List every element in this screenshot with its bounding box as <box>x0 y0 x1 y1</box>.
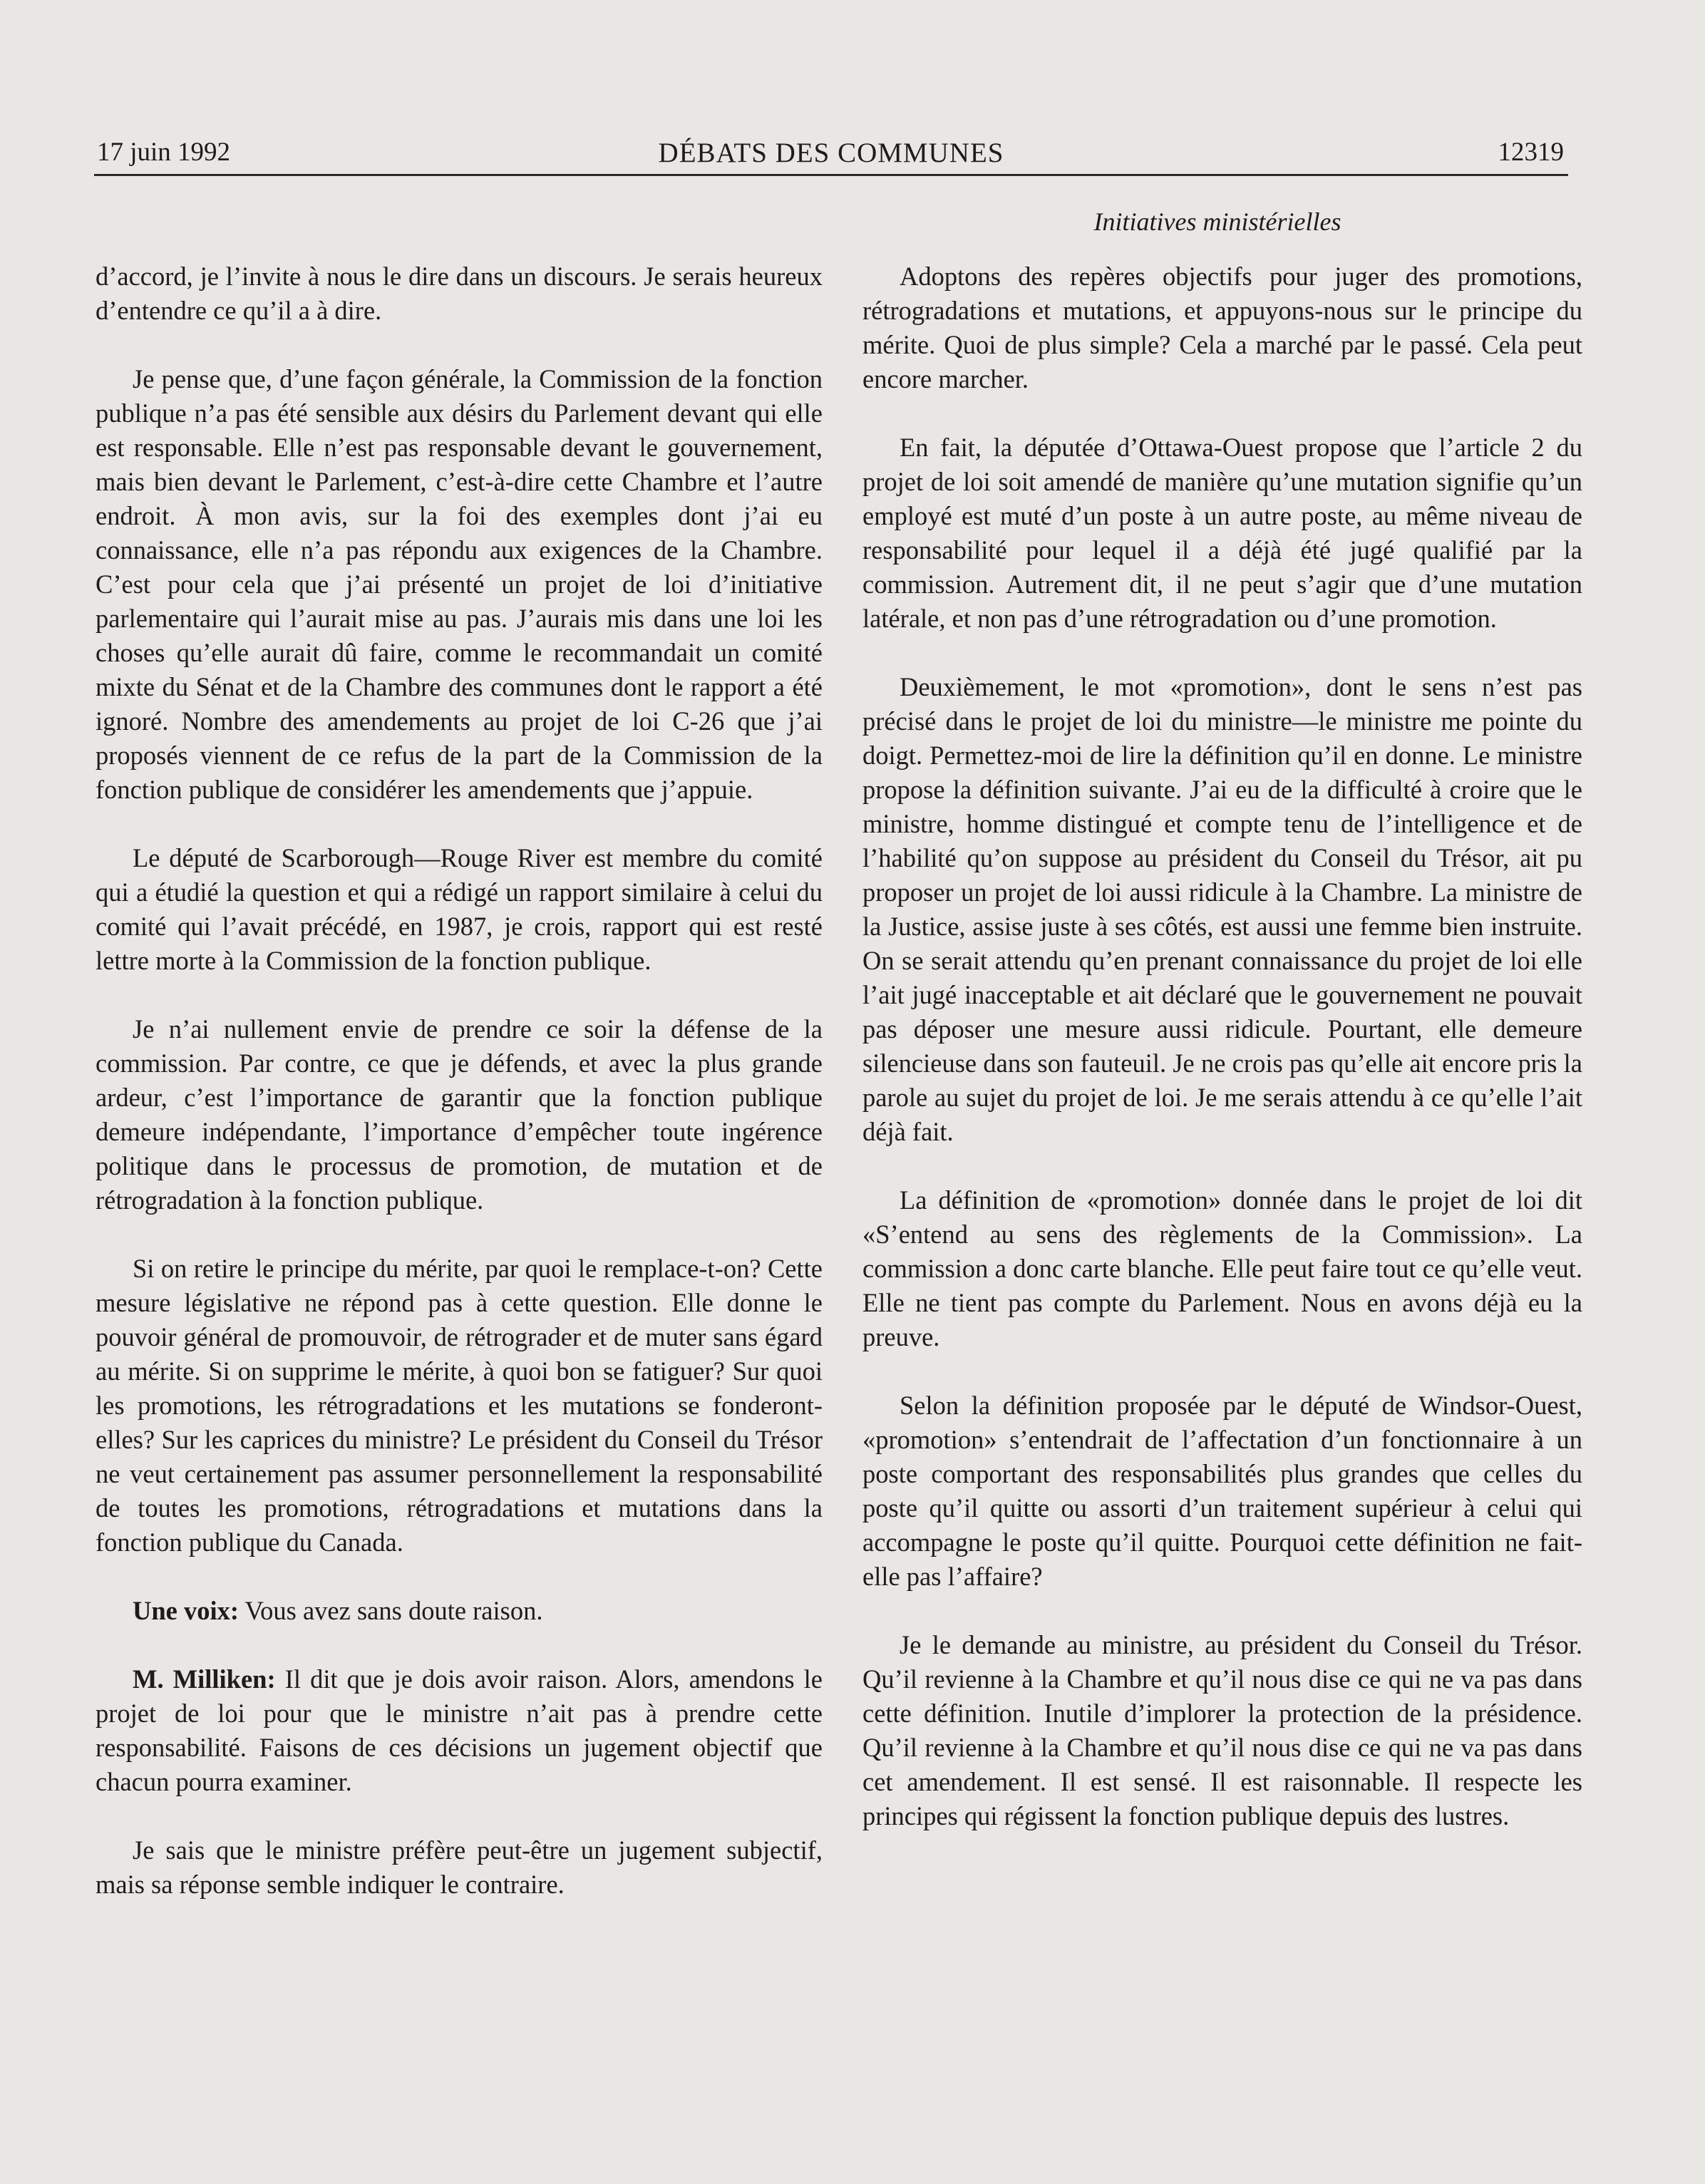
paragraph: Le député de Scarborough—Rouge River est membre du comité qui a étudié la question et qui a rédigé un rapport similaire à celui du comité qui l’avait précédé, en 1987, je crois, rapport qui est resté lettre morte à la Commission de la fonction publique. <box>96 843 823 975</box>
right-column <box>862 259 1582 1833</box>
paragraph: La définition de «promotion» donnée dans le projet de loi dit «S’entend au sens des règlements de la Commission». La commission a donc carte blanche. Elle peut faire tout ce qu’elle veut. Elle ne tient pas compte du Parlement. Nous en avons déjà eu la preuve. <box>862 1185 1582 1351</box>
paragraph: Je sais que le ministre préfère peut-être un jugement subjectif, mais sa réponse semble indiquer le contraire. <box>96 1835 823 1899</box>
speaker-name: M. Milliken: <box>133 1664 276 1694</box>
paragraph: Adoptons des repères objectifs pour juger des promotions, rétrogradations et mutations, et appuyons-nous sur le principe du mérite. Quoi de plus simple? Cela a marché par le passé. Cela peut encore marcher. <box>862 262 1582 393</box>
speech-text: Il dit que je dois avoir raison. Alors, amendons le projet de loi pour que le ministre n’ait pas à prendre cette responsabilité. Faisons de ces décisions un jugement objectif que chacun pourra examiner. <box>96 1664 823 1796</box>
running-header <box>94 133 1568 176</box>
header-title: DÉBATS DES COMMUNES <box>658 138 1004 168</box>
paragraph: Je n’ai nullement envie de prendre ce soir la défense de la commission. Par contre, ce que je défends, et avec la plus grande ardeur, c’est l’importance de garantir que la fonction publique demeure indépendante, l’importance d’empêcher toute ingérence politique dans le processus de promotion, de mutation et de rétrogradation à la fonction publique. <box>96 1014 823 1215</box>
speech-text: Vous avez sans doute raison. <box>239 1596 543 1625</box>
paragraph: Selon la définition proposée par le député de Windsor-Ouest, «promotion» s’entendrait de l’affectation d’un fonctionnaire à un poste comportant des responsabilités plus grandes que celles du poste qu’il quitte ou assorti d’un traitement supérieur à celui qui accompagne le poste qu’il quitte. Pourquoi cette définition ne fait-elle pas l’affaire? <box>862 1391 1582 1591</box>
header-date: 17 juin 1992 <box>97 138 231 167</box>
page-number: 12319 <box>1498 138 1564 167</box>
paragraph: d’accord, je l’invite à nous le dire dans un discours. Je serais heureux d’entendre ce qu’il a à dire. <box>96 262 823 325</box>
paragraph: Je pense que, d’une façon générale, la Commission de la fonction publique n’a pas été sensible aux désirs du Parlement devant qui elle est responsable. Elle n’est pas responsable devant le gouvernement, mais bien devant le Parlement, c’est-à-dire cette Chambre et l’autre endroit. À mon avis, sur la foi des exemples dont j’ai eu connaissance, elle n’a pas répondu aux exigences de la Chambre. C’est pour cela que j’ai présenté un projet de loi d’initiative parlementaire qui l’aurait mise au pas. J’aurais mis dans une loi les choses qu’elle aurait dû faire, comme le recommandait un comité mixte du Sénat et de la Chambre des communes dont le rapport a été ignoré. Nombre des amendements au projet de loi C-26 que j’ai proposés viennent de ce refus de la part de la Commission de la fonction publique de considérer les amendements que j’appuie. <box>96 364 823 804</box>
paragraph: Je le demande au ministre, au président du Conseil du Trésor. Qu’il revienne à la Chambre et qu’il nous dise ce qui ne va pas dans cette définition. Inutile d’implorer la protection de la présidence. Qu’il revienne à la Chambre et qu’il nous dise ce qui ne va pas dans cet amendement. Il est sensé. Il est raisonnable. Il respecte les principes qui régissent la fonction publique depuis des lustres. <box>862 1630 1582 1830</box>
paragraph: Si on retire le principe du mérite, par quoi le remplace-t-on? Cette mesure législative ne répond pas à cette question. Elle donne le pouvoir général de promouvoir, de rétrograder et de muter sans égard au mérite. Si on supprime le mérite, à quoi bon se fatiguer? Sur quoi les promotions, les rétrogradations et les mutations se fonderont-elles? Sur les caprices du ministre? Le président du Conseil du Trésor ne veut certainement pas assumer personnellement la responsabilité de toutes les promotions, rétrogradations et mutations dans la fonction publique du Canada. <box>96 1254 823 1557</box>
section-title: Initiatives ministérielles <box>1093 207 1341 236</box>
speaker-name: Une voix: <box>133 1596 239 1625</box>
paragraph: Deuxièmement, le mot «promotion», dont le sens n’est pas précisé dans le projet de loi du ministre—le ministre me pointe du doigt. Permettez-moi de lire la définition qu’il en donne. Le ministre propose la définition suivante. J’ai eu de la difficulté à croire que le ministre, homme distingué et compte tenu de l’intelligence et de l’habilité qu’on suppose au président du Conseil du Trésor, ait pu proposer un projet de loi aussi ridicule à la Chambre. La ministre de la Justice, assise juste à ses côtés, est aussi une femme bien instruite. On se serait attendu qu’en prenant connaissance du projet de loi elle l’ait jugé inacceptable et ait déclaré que le gouvernement ne pouvait pas déposer une mesure aussi ridicule. Pourtant, elle demeure silencieuse dans son fauteuil. Je ne crois pas qu’elle ait encore pris la parole au sujet du projet de loi. Je me serais attendu à ce qu’elle l’ait déjà fait. <box>862 672 1582 1146</box>
left-column <box>96 259 823 1902</box>
speech-paragraph <box>96 1662 823 1799</box>
paragraph: En fait, la députée d’Ottawa-Ouest propose que l’article 2 du projet de loi soit amendé de manière qu’une mutation signifie qu’un employé est muté d’un poste à un autre poste, au même niveau de responsabilité pour lequel il a déjà été jugé qualifié par la commission. Autrement dit, il ne peut s’agir que d’une mutation latérale, et non pas d’une rétrogradation ou d’une promotion. <box>862 433 1582 633</box>
speech-paragraph <box>96 1594 823 1628</box>
